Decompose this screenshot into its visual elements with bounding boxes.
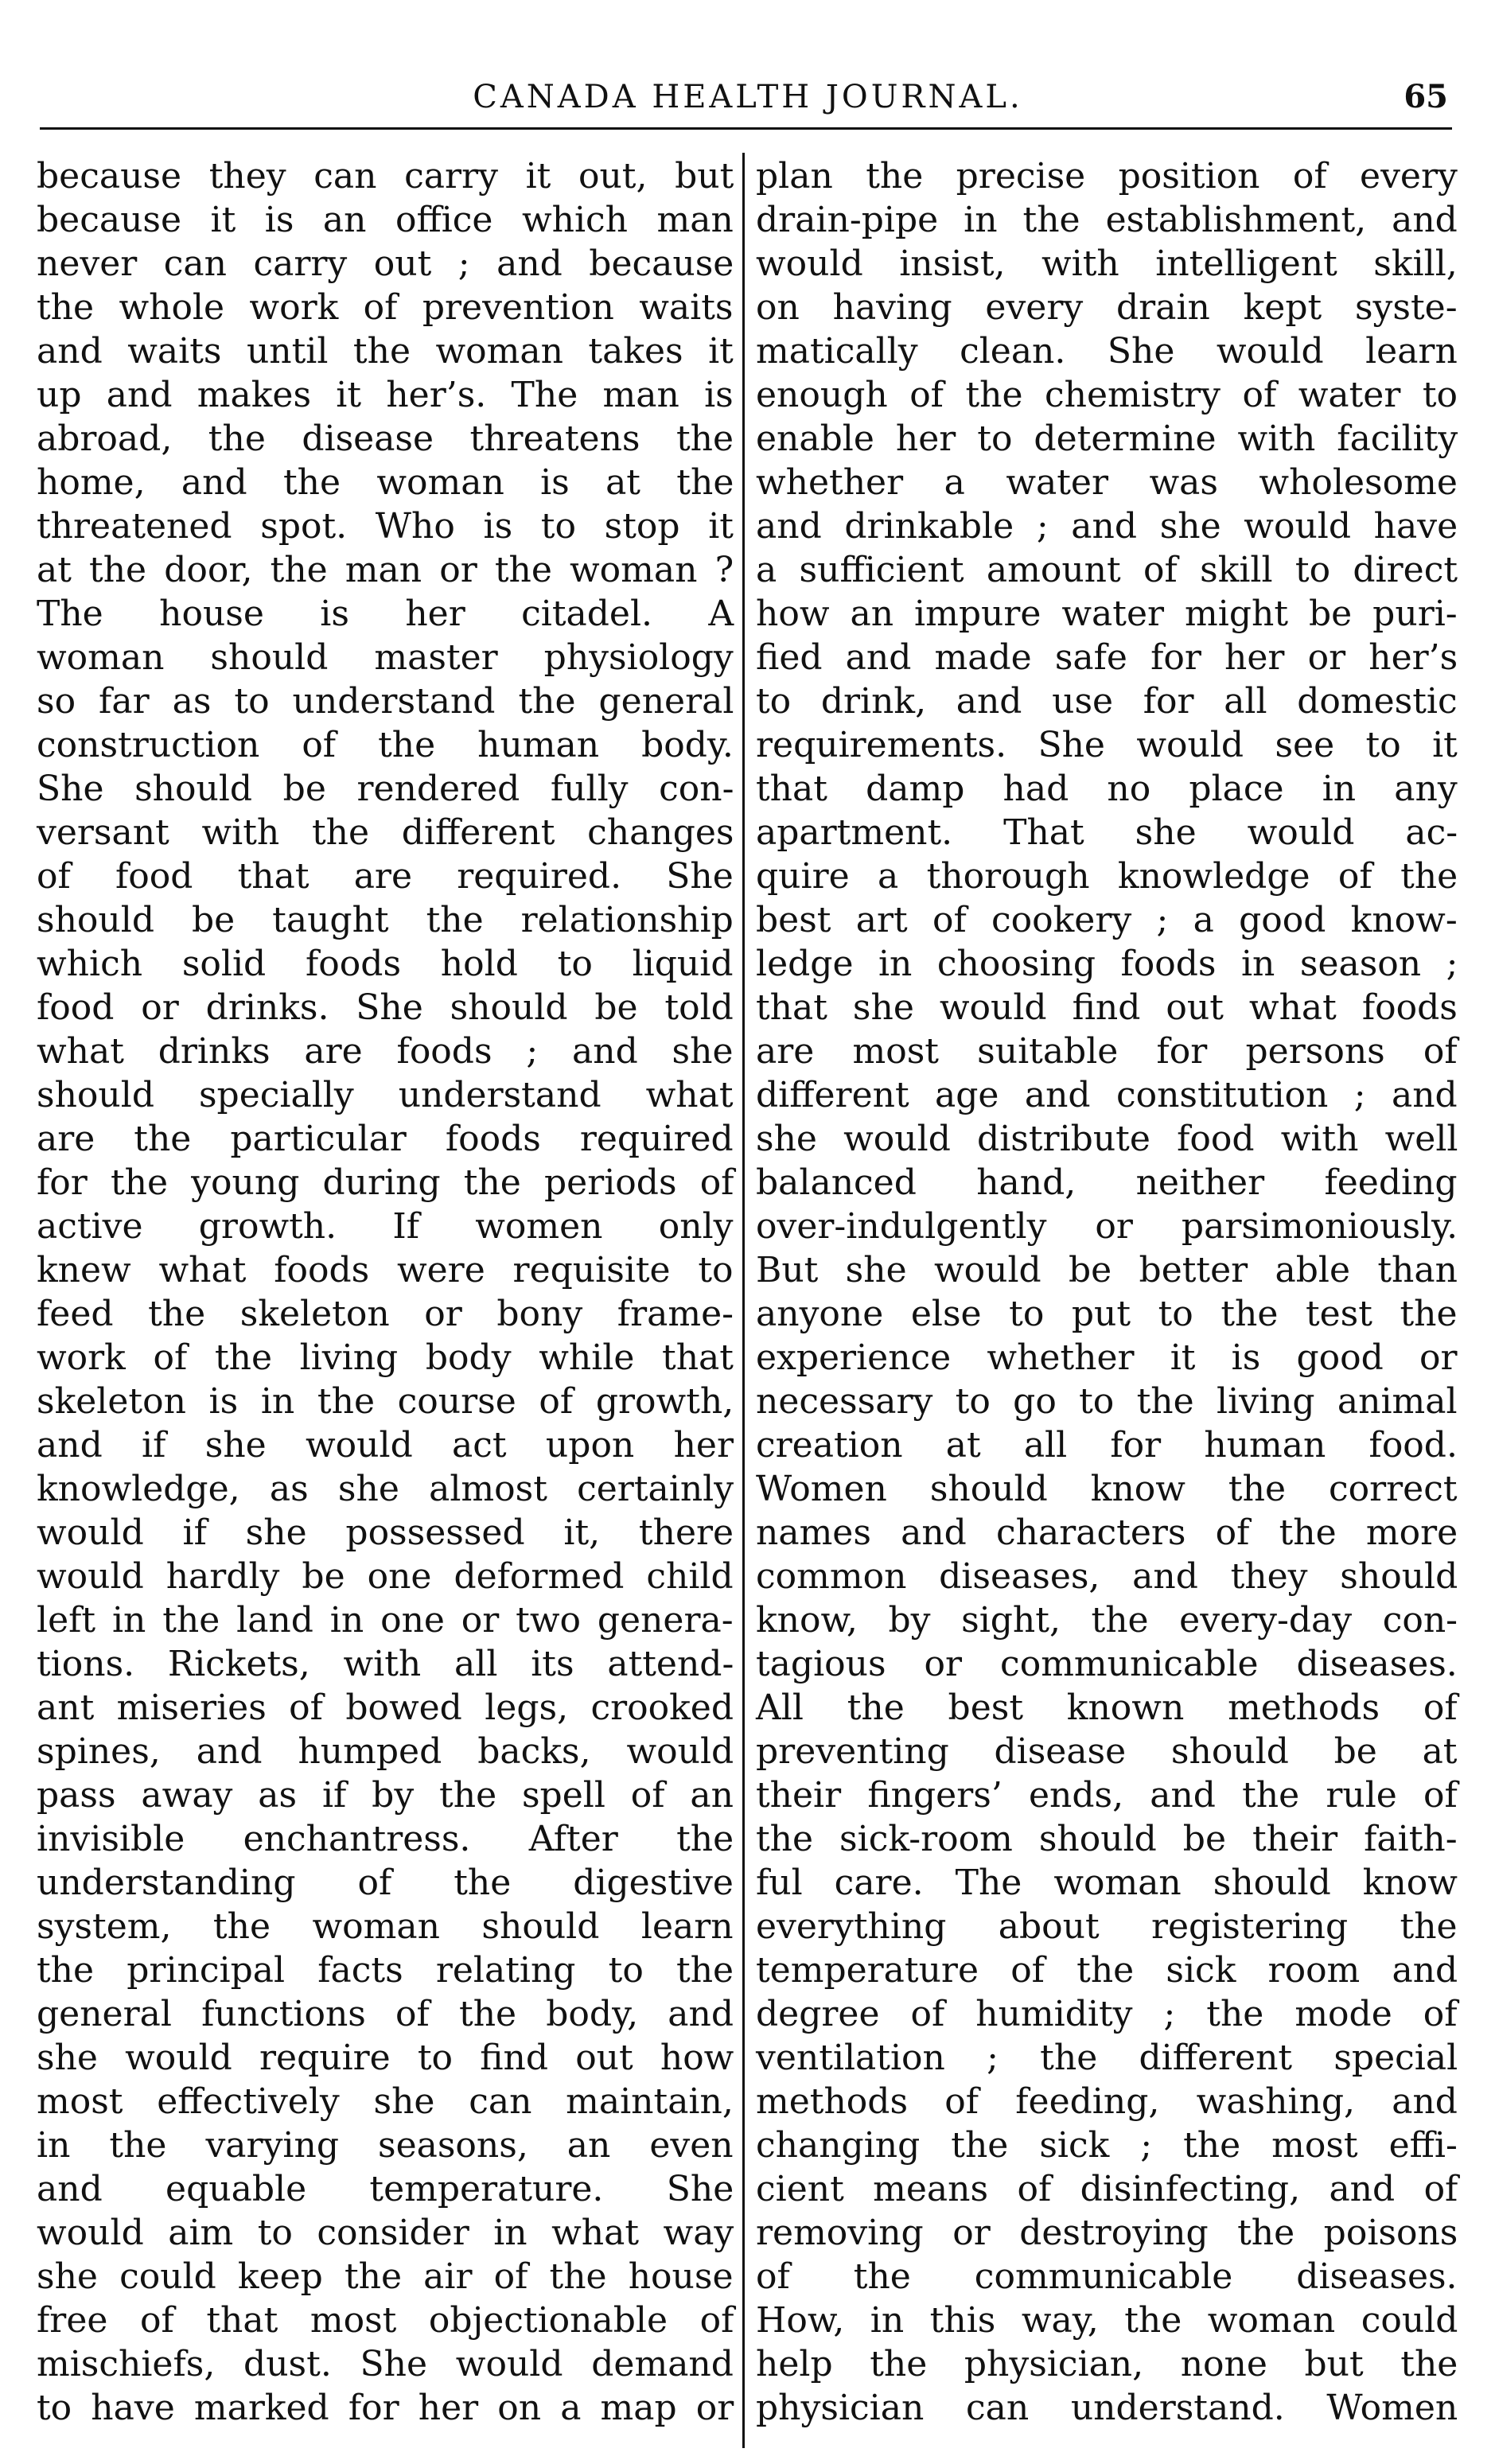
text-line: balanced hand, neither feeding	[756, 1162, 1458, 1203]
text-line: system, the woman should learn	[37, 1906, 734, 1947]
text-line: ledge in choosing foods in season ;	[756, 944, 1458, 984]
text-line: and equable temperature. She	[37, 2169, 734, 2209]
text-line: that damp had no place in any	[756, 769, 1458, 809]
text-line: cient means of disinfecting, and of	[756, 2169, 1458, 2209]
text-line: knew what foods were requisite to	[37, 1250, 734, 1290]
text-line: are the particular foods required	[37, 1119, 734, 1159]
text-line: invisible enchantress. After the	[37, 1819, 734, 1859]
column-divider	[742, 153, 745, 2448]
text-line: degree of humidity ; the mode of	[756, 1994, 1458, 2034]
text-line: the principal facts relating to the	[37, 1950, 734, 1991]
text-line: But she would be better able than	[756, 1250, 1458, 1290]
text-line: tagious or communicable diseases.	[756, 1644, 1458, 1684]
text-line: active growth. If women only	[37, 1206, 734, 1247]
text-line: woman should master physiology	[37, 637, 734, 678]
text-line: requirements. She would see to it	[756, 725, 1458, 765]
text-line: which solid foods hold to liquid	[37, 944, 734, 984]
header-rule	[40, 127, 1452, 130]
text-line: and if she would act upon her	[37, 1425, 734, 1466]
text-line: what drinks are foods ; and she	[37, 1031, 734, 1072]
text-line: the whole work of prevention waits	[37, 287, 734, 328]
text-line: how an impure water might be puri-	[756, 594, 1458, 634]
text-line: feed the skeleton or bony frame-	[37, 1294, 734, 1334]
text-line: left in the land in one or two genera-	[37, 1600, 734, 1641]
text-line: pass away as if by the spell of an	[37, 1775, 734, 1816]
text-line: know, by sight, the every-day con-	[756, 1600, 1458, 1641]
text-line: would if she possessed it, there	[37, 1512, 734, 1553]
text-line: creation at all for human food.	[756, 1425, 1458, 1466]
text-line: she could keep the air of the house	[37, 2256, 734, 2297]
text-line: common diseases, and they should	[756, 1556, 1458, 1597]
text-line: quire a thorough knowledge of the	[756, 856, 1458, 897]
text-line: work of the living body while that	[37, 1337, 734, 1378]
text-line: best art of cookery ; a good know-	[756, 900, 1458, 940]
text-line: and drinkable ; and she would have	[756, 506, 1458, 547]
text-line: temperature of the sick room and	[756, 1950, 1458, 1991]
text-line: help the physician, none but the	[756, 2344, 1458, 2384]
text-line: abroad, the disease threatens the	[37, 418, 734, 459]
text-line: are most suitable for persons of	[756, 1031, 1458, 1072]
text-line: How, in this way, the woman could	[756, 2300, 1458, 2341]
text-line: physician can understand. Women	[756, 2388, 1458, 2428]
text-line: experience whether it is good or	[756, 1337, 1458, 1378]
left-column	[37, 154, 734, 2430]
text-line: matically clean. She would learn	[756, 331, 1458, 372]
page-number: 65	[1404, 78, 1448, 115]
page-header	[48, 73, 1448, 121]
text-line: would hardly be one deformed child	[37, 1556, 734, 1597]
text-line: spines, and humped backs, would	[37, 1731, 734, 1772]
text-line: threatened spot. Who is to stop it	[37, 506, 734, 547]
journal-title: CANADA HEALTH JOURNAL.	[473, 79, 1023, 115]
text-line: fied and made safe for her or her’s	[756, 637, 1458, 678]
text-line: names and characters of the more	[756, 1512, 1458, 1553]
text-line: everything about registering the	[756, 1906, 1458, 1947]
text-line: that she would find out what foods	[756, 987, 1458, 1028]
text-line: because it is an office which man	[37, 200, 734, 240]
text-line: tions. Rickets, with all its attend-	[37, 1644, 734, 1684]
text-line: enable her to determine with facility	[756, 418, 1458, 459]
text-line: ant miseries of bowed legs, crooked	[37, 1687, 734, 1728]
text-line: for the young during the periods of	[37, 1162, 734, 1203]
text-line: their fingers’ ends, and the rule of	[756, 1775, 1458, 1816]
text-line: at the door, the man or the woman ?	[37, 550, 734, 590]
text-line: knowledge, as she almost certainly	[37, 1469, 734, 1509]
text-line: of the communicable diseases.	[756, 2256, 1458, 2297]
text-line: different age and constitution ; and	[756, 1075, 1458, 1115]
text-line: drain-pipe in the establishment, and	[756, 200, 1458, 240]
text-line: plan the precise position of every	[756, 156, 1458, 197]
text-line: She should be rendered fully con-	[37, 769, 734, 809]
text-line: preventing disease should be at	[756, 1731, 1458, 1772]
text-line: The house is her citadel. A	[37, 594, 734, 634]
text-line: in the varying seasons, an even	[37, 2125, 734, 2166]
text-line: home, and the woman is at the	[37, 462, 734, 503]
text-line: apartment. That she would ac-	[756, 812, 1458, 853]
text-line: the sick-room should be their faith-	[756, 1819, 1458, 1859]
text-line: necessary to go to the living animal	[756, 1381, 1458, 1422]
text-line: on having every drain kept syste-	[756, 287, 1458, 328]
text-line: changing the sick ; the most effi-	[756, 2125, 1458, 2166]
text-line: a sufficient amount of skill to direct	[756, 550, 1458, 590]
text-line: ful care. The woman should know	[756, 1863, 1458, 1903]
text-line: because they can carry it out, but	[37, 156, 734, 197]
text-line: up and makes it her’s. The man is	[37, 375, 734, 415]
text-line: removing or destroying the poisons	[756, 2213, 1458, 2253]
text-line: over-indulgently or parsimoniously.	[756, 1206, 1458, 1247]
text-line: skeleton is in the course of growth,	[37, 1381, 734, 1422]
text-line: All the best known methods of	[756, 1687, 1458, 1728]
text-line: versant with the different changes	[37, 812, 734, 853]
text-line: so far as to understand the general	[37, 681, 734, 722]
text-line: construction of the human body.	[37, 725, 734, 765]
text-line: most effectively she can maintain,	[37, 2081, 734, 2122]
text-line: to have marked for her on a map or	[37, 2388, 734, 2428]
text-line: to drink, and use for all domestic	[756, 681, 1458, 722]
text-line: never can carry out ; and because	[37, 243, 734, 284]
text-line: ventilation ; the different special	[756, 2038, 1458, 2078]
text-line: would insist, with intelligent skill,	[756, 243, 1458, 284]
text-line: mischiefs, dust. She would demand	[37, 2344, 734, 2384]
text-line: she would distribute food with well	[756, 1119, 1458, 1159]
text-line: anyone else to put to the test the	[756, 1294, 1458, 1334]
text-line: understanding of the digestive	[37, 1863, 734, 1903]
text-line: methods of feeding, washing, and	[756, 2081, 1458, 2122]
text-line: whether a water was wholesome	[756, 462, 1458, 503]
text-line: enough of the chemistry of water to	[756, 375, 1458, 415]
text-line: she would require to find out how	[37, 2038, 734, 2078]
text-line: should be taught the relationship	[37, 900, 734, 940]
text-line: free of that most objectionable of	[37, 2300, 734, 2341]
text-line: and waits until the woman takes it	[37, 331, 734, 372]
text-line: general functions of the body, and	[37, 1994, 734, 2034]
text-line: food or drinks. She should be told	[37, 987, 734, 1028]
text-line: would aim to consider in what way	[37, 2213, 734, 2253]
text-line: of food that are required. She	[37, 856, 734, 897]
text-line: Women should know the correct	[756, 1469, 1458, 1509]
text-line: should specially understand what	[37, 1075, 734, 1115]
right-column	[756, 154, 1458, 2430]
